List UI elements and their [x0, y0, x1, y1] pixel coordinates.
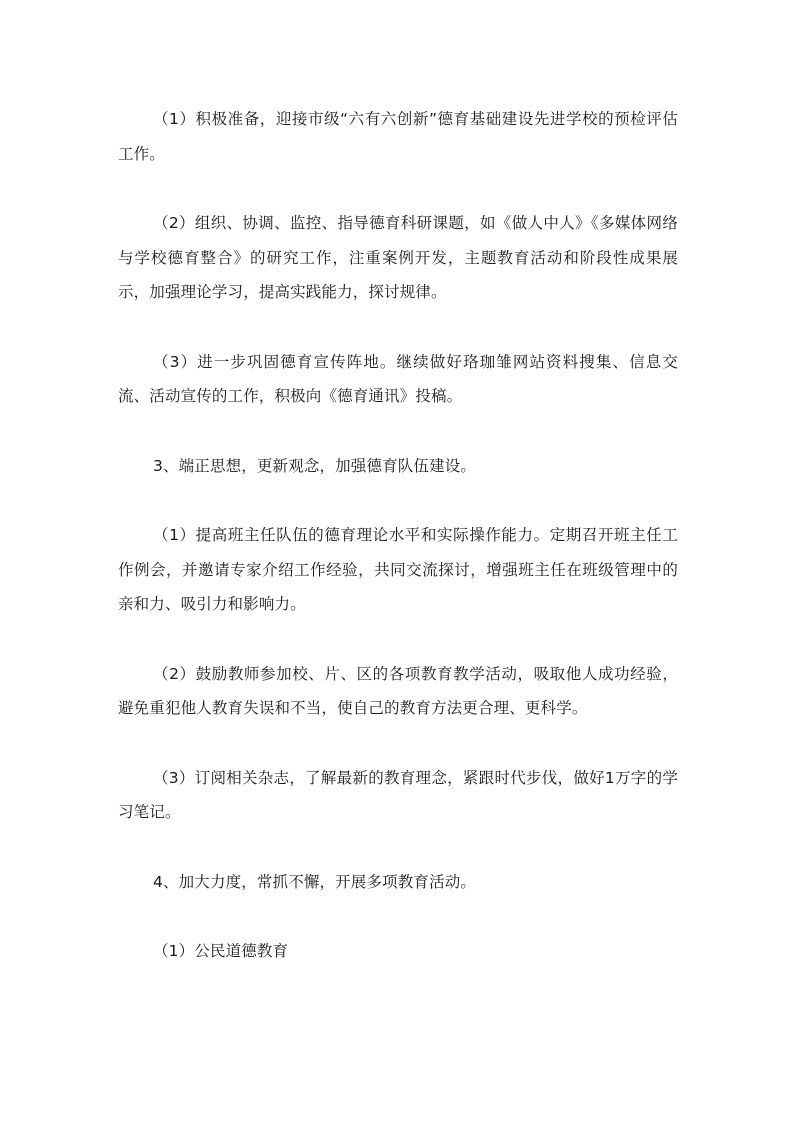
section-heading-4: 4、加大力度，常抓不懈，开展多项教育活动。 [153, 872, 477, 891]
paragraph-publicity: （3）进一步巩固德育宣传阵地。继续做好珞珈雏网站资料搜集、信息交流、活动宣传的工作，积极向《德育通讯》投稿。 [118, 352, 678, 405]
paragraph-teacher-activities: （2）鼓励教师参加校、片、区的各项教育教学活动，吸取他人成功经验，避免重犯他人教育失误和不当，使自己的教育方法更合理、更科学。 [118, 664, 678, 717]
paragraph-research-topics: （2）组织、协调、监控、指导德育科研课题，如《做人中人》《多媒体网络与学校德育整合》的研究工作，注重案例开发，主题教育活动和阶段性成果展示，加强理论学习，提高实践能力，探讨规律。 [118, 214, 678, 301]
paragraph-civic-education: （1）公民道德教育 [153, 942, 289, 960]
section-heading-3: 3、端正思想，更新观念，加强德育队伍建设。 [153, 456, 477, 475]
paragraph-class-teachers: （1）提高班主任队伍的德育理论水平和实际操作能力。定期召开班主任工作例会，并邀请专家介绍工作经验，共同交流探讨，增强班主任在班级管理中的亲和力、吸引力和影响力。 [118, 526, 678, 613]
paragraph-study-notes: （3）订阅相关杂志，了解最新的教育理念，紧跟时代步伐，做好1万字的学习笔记。 [118, 768, 678, 821]
document-body [118, 102, 678, 1004]
paragraph-preassessment: （1）积极准备，迎接市级“六有六创新”德育基础建设先进学校的预检评估工作。 [118, 110, 678, 163]
